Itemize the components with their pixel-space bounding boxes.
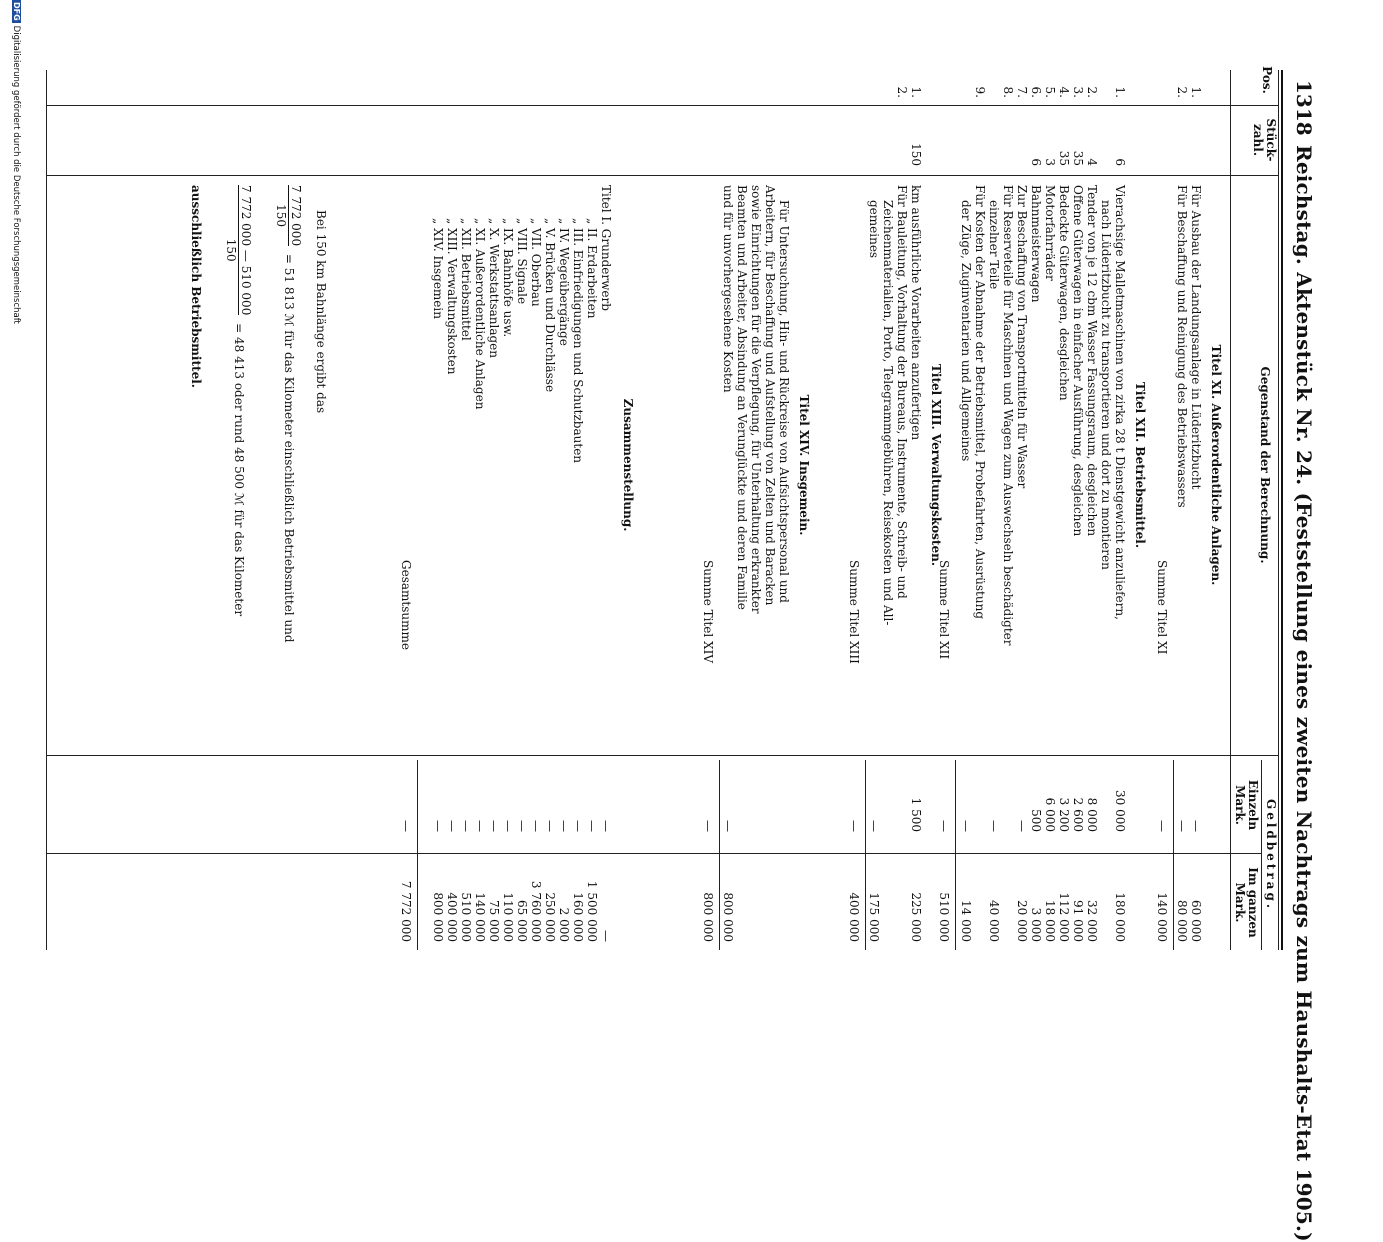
row-text: Für Bauleitung, Vorhaltung der Bureaus, Instrumente, Schreib- und: [895, 185, 909, 599]
zus-row-einzeln: —: [529, 820, 543, 832]
titel-xi-summe-einzeln: —: [1155, 820, 1169, 832]
zus-row-einzeln: —: [515, 820, 529, 832]
row-stueckzahl: 3: [1043, 158, 1057, 166]
titel-xiv-summe: 800 000: [701, 892, 715, 942]
row-pos: 7.: [1015, 86, 1029, 98]
row-einzeln: 1 500: [909, 797, 923, 832]
zus-row-einzeln: —: [473, 820, 487, 832]
row-im-ganzen: 3 000: [1029, 907, 1043, 942]
row-einzeln: —: [1175, 820, 1189, 832]
titel-xiv-line: und für unvorhergesehene Kosten: [721, 185, 735, 393]
titel-xiv-line: Für Untersuchung, Hin- und Rückreise von Aufsichtspersonal und: [777, 200, 791, 603]
col-sep-einzeln: [47, 853, 1262, 854]
row-im-ganzen: 175 000: [867, 892, 881, 942]
row-einzeln: —: [987, 820, 1001, 832]
col-sep-pos: [47, 105, 1279, 106]
titel-xi-heading: Titel XI. Außerordentliche Anlagen.: [1209, 344, 1223, 586]
bottom-rule: [46, 70, 47, 950]
page-header-title: Reichstag. Aktenstück Nr. 24. (Feststellung eines zweiten Nachtrags zum Haushalts-Etat 1905.): [1292, 145, 1316, 1242]
titel-xii-summe-einzeln: —: [937, 820, 951, 832]
row-text: Motorfahrräder: [1043, 185, 1057, 281]
col-sep-text: [47, 755, 1279, 756]
geldbetrag-rule: [1261, 760, 1262, 950]
row-im-ganzen: 180 000: [1113, 892, 1127, 942]
titel-xiii-summe: 400 000: [847, 892, 861, 942]
calc-frac2-den: 150: [224, 238, 238, 262]
row-text: Tender von je 12 cbm Wasser Fassungsraum, desgleichen: [1085, 185, 1099, 537]
row-text: Zur Beschaffung von Transportmitteln für Wasser: [1015, 185, 1029, 489]
col-header-geldbetrag: Geldbetrag.: [1264, 798, 1278, 912]
row-stueckzahl: 35: [1071, 150, 1085, 166]
zus-row-im-ganzen: —: [599, 930, 613, 942]
titel-xi-summe: 140 000: [1155, 892, 1169, 942]
sum-rule-xiv: [719, 760, 720, 950]
gesamtsumme: 7 772 000: [399, 880, 413, 942]
gesamtsumme-einzeln: —: [399, 820, 413, 832]
zus-row-einzeln: —: [445, 820, 459, 832]
zusammenstellung-heading: Zusammenstellung.: [621, 398, 635, 532]
row-stueckzahl: 6: [1029, 158, 1043, 166]
row-text: Für Kosten der Abnahme der Betriebsmittel, Probefahrten, Ausrüstung: [973, 185, 987, 620]
titel-xii-heading: Titel XII. Betriebsmittel.: [1133, 382, 1147, 548]
row-pos: 8.: [1001, 86, 1015, 98]
row-text: Für Beschaffung und Reinigung des Betriebswassers: [1175, 185, 1189, 508]
col-sep-stk: [47, 175, 1279, 176]
sum-rule-xi: [1173, 760, 1174, 950]
row-text: Bahnmeisterwagen: [1029, 185, 1043, 303]
zus-row-einzeln: —: [487, 820, 501, 832]
row-text: Für Ausbau der Landungsanlage in Lüderitzbucht: [1189, 185, 1203, 490]
row-einzeln: 8 000: [1085, 797, 1099, 832]
titel-xiv-line: Arbeitern, für Beschaffung und Aufstellung von Zelten und Baracken: [763, 185, 777, 606]
zus-row-label: „ III. Einfriedigungen und Schutzbauten: [571, 218, 585, 464]
zus-row-im-ganzen: 75 000: [487, 900, 501, 942]
col-header-einzeln: Einzeln Mark.: [1233, 779, 1260, 831]
calc-line1-rest: = 51 813 ℳ für das Kilometer einschließlich Betriebsmittel und: [282, 253, 296, 643]
row-einzeln: 3 200: [1057, 797, 1071, 832]
row-im-ganzen: 91 000: [1071, 900, 1085, 942]
row-text: nach Lüderitzbucht zu transportieren und dort zu montieren: [1099, 200, 1113, 570]
row-stueckzahl: 6: [1113, 158, 1127, 166]
zus-row-im-ganzen: 800 000: [431, 892, 445, 942]
zus-row-label: „ IX. Bahnhöfe usw.: [501, 218, 515, 338]
row-pos: 1.: [1113, 86, 1127, 98]
row-pos: 1.: [909, 86, 923, 98]
zus-row-einzeln: —: [599, 820, 613, 832]
calc-line2-rest: = 48 413 oder rund 48 500 ℳ für das Kilometer: [232, 323, 246, 617]
zus-row-im-ganzen: 110 000: [501, 892, 515, 942]
calc-frac2-num: 7 772 000 — 510 000: [239, 185, 253, 316]
zus-row-label: „ IV. Wegeübergänge: [557, 218, 571, 346]
calc-line-1: [274, 185, 303, 643]
zus-row-label: „ II. Erdarbeiten: [585, 218, 599, 319]
calc-line-3: ausschließlich Betriebsmittel.: [189, 185, 203, 388]
row-text: Für Reserveteile für Maschinen und Wagen zum Auswechseln beschädigter: [1001, 185, 1015, 646]
row-einzeln: 30 000: [1113, 790, 1127, 832]
row-stueckzahl: 35: [1057, 150, 1071, 166]
zus-row-im-ganzen: 140 000: [473, 892, 487, 942]
zus-row-einzeln: —: [543, 820, 557, 832]
sum-rule-xiii: [865, 760, 866, 950]
zus-row-einzeln: —: [459, 820, 473, 832]
row-im-ganzen: 112 000: [1057, 892, 1071, 942]
row-im-ganzen: 32 000: [1085, 900, 1099, 942]
row-stueckzahl: 4: [1085, 158, 1099, 166]
zus-row-im-ganzen: 160 000: [571, 892, 585, 942]
row-text: Zeichenmaterialien, Porto, Telegrammgebühren, Reisekosten und All-: [881, 200, 895, 626]
titel-xiv-line: Beamten und Arbeiter, Absindung an Verunglückte und deren Familie: [735, 185, 749, 610]
row-stueckzahl: 150: [909, 143, 923, 166]
zus-row-einzeln: —: [571, 820, 585, 832]
top-rule-thin: [1278, 70, 1279, 950]
titel-xiv-summe-label: Summe Titel XIV: [701, 560, 715, 663]
titel-xiv-line: sowie Einrichtungen für die Verpflegung, für Unterhaltung erkrankter: [749, 185, 763, 614]
row-text: einzelner Teile: [987, 200, 1001, 290]
row-einzeln: 500: [1029, 809, 1043, 832]
calc-frac1-den: 150: [274, 204, 288, 227]
zus-row-im-ganzen: 400 000: [445, 892, 459, 942]
zus-row-label: „ XIII. Verwaltungskosten: [445, 218, 459, 375]
zus-row-label: „ XI. Außerordentliche Anlagen: [473, 218, 487, 410]
zus-row-einzeln: —: [585, 820, 599, 832]
row-einzeln: —: [1015, 820, 1029, 832]
row-im-ganzen: 40 000: [987, 900, 1001, 942]
row-pos: 6.: [1029, 86, 1043, 98]
row-text: gemeines: [867, 200, 881, 259]
row-text: Bedeckte Güterwagen, desgleichen: [1057, 185, 1071, 401]
row-im-ganzen: 225 000: [909, 892, 923, 942]
col-header-pos: Pos.: [1260, 66, 1274, 94]
calc-intro: Bei 150 km Bahnlänge ergibt das: [314, 210, 328, 414]
zus-row-label: „ VIII. Signale: [515, 218, 529, 305]
row-text: der Züge, Zuginventarien und Allgemeines: [959, 200, 973, 462]
titel-xiii-summe-einzeln: —: [847, 820, 861, 832]
row-pos: 9.: [973, 86, 987, 98]
zus-row-im-ganzen: 510 000: [459, 892, 473, 942]
dfg-logo: DFG: [12, 2, 21, 21]
footer-note: [11, 0, 21, 1000]
row-pos: 4.: [1057, 86, 1071, 98]
row-pos: 5.: [1043, 86, 1057, 98]
zus-row-label: „ V. Brücken und Durchlässe: [543, 218, 557, 393]
row-im-ganzen: 60 000: [1189, 900, 1203, 942]
zus-row-im-ganzen: 65 000: [515, 900, 529, 942]
zus-row-label: „ XII. Betriebsmittel: [459, 218, 473, 341]
zus-row-im-ganzen: 1 500 000: [585, 880, 599, 942]
row-pos: 1.: [1189, 86, 1203, 98]
row-pos: 2.: [1175, 86, 1189, 98]
titel-xiv-einzeln: —: [721, 820, 735, 832]
titel-xiv-summe-einzeln: —: [701, 820, 715, 832]
titel-xii-summe-label: Summe Titel XII: [937, 560, 951, 660]
titel-xi-summe-label: Summe Titel XI: [1155, 560, 1169, 655]
titel-xiii-heading: Titel XIII. Verwaltungskosten.: [929, 363, 943, 567]
row-text: km ausführliche Vorarbeiten anzufertigen: [909, 185, 923, 441]
calc-frac1-num: 7 772 000: [289, 185, 303, 247]
top-rule: [1281, 70, 1283, 950]
row-einzeln: 2 600: [1071, 797, 1085, 832]
row-einzeln: —: [867, 820, 881, 832]
row-einzeln: —: [959, 820, 973, 832]
titel-xii-summe: 510 000: [937, 892, 951, 942]
row-pos: 3.: [1071, 86, 1085, 98]
zus-row-einzeln: —: [557, 820, 571, 832]
gesamtsumme-label: Gesamtsumme: [399, 560, 413, 650]
page-number: 1318: [1292, 80, 1316, 136]
row-einzeln: —: [1189, 820, 1203, 832]
zus-row-label: „ X. Werkstattsanlagen: [487, 218, 501, 358]
row-im-ganzen: 14 000: [959, 900, 973, 942]
calc-line-2: [224, 185, 253, 616]
footer-note-text: Digitalisierung gefördert durch die Deutsche Forschungsgemeinschaft: [11, 25, 21, 324]
titel-xiv-im-ganzen: 800 000: [721, 892, 735, 942]
zus-row-im-ganzen: 250 000: [543, 892, 557, 942]
zus-row-im-ganzen: 2 000: [557, 907, 571, 942]
zus-row-im-ganzen: 3 760 000: [529, 880, 543, 942]
titel-xiv-heading: Titel XIV. Insgemein.: [797, 394, 811, 536]
row-text: Vierachsige Malletmaschinen von zirka 28 t Dienstgewicht anzuliefern,: [1113, 185, 1127, 620]
zus-row-label: „ VII. Oberbau: [529, 218, 543, 307]
sum-rule-xii: [955, 760, 956, 950]
row-im-ganzen: 80 000: [1175, 900, 1189, 942]
row-im-ganzen: 18 000: [1043, 900, 1057, 942]
col-header-stueckzahl: Stück- zahl.: [1251, 118, 1278, 162]
col-header-im-ganzen: Im ganzen Mark.: [1233, 867, 1260, 938]
header-bottom-rule: [1230, 70, 1231, 950]
col-header-gegenstand: Gegenstand der Berechnung.: [1258, 366, 1272, 564]
row-pos: 2.: [895, 86, 909, 98]
zus-row-label: „ XIV. Insgemein: [431, 218, 445, 319]
zus-row-einzeln: —: [501, 820, 515, 832]
row-text: Offene Güterwagen in einfacher Ausführung, desgleichen: [1071, 185, 1085, 537]
row-pos: 2.: [1085, 86, 1099, 98]
titel-xiii-summe-label: Summe Titel XIII: [847, 560, 861, 664]
zus-row-label: Titel I. Grunderwerb: [599, 185, 613, 311]
zus-row-einzeln: —: [431, 820, 445, 832]
row-im-ganzen: 20 000: [1015, 900, 1029, 942]
row-einzeln: 6 000: [1043, 797, 1057, 832]
sum-rule-gesamt: [417, 760, 418, 950]
